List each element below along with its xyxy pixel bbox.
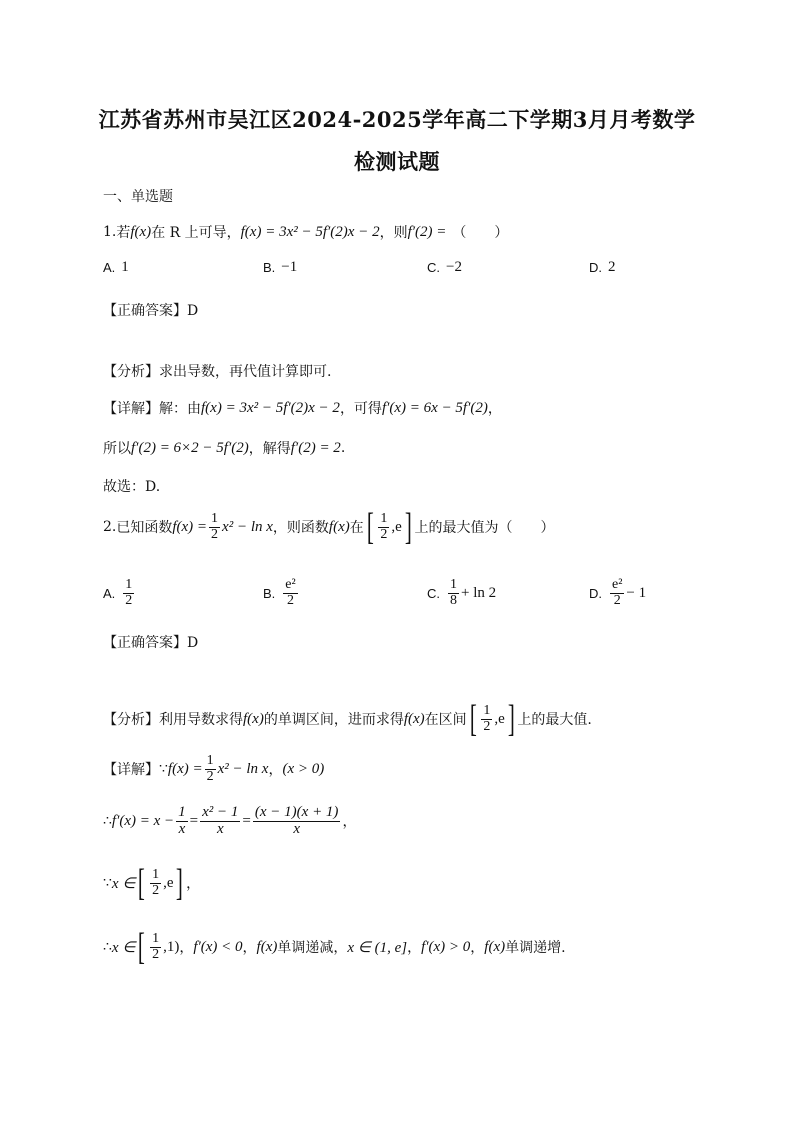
q1-detail-label: 【详解】 [103,401,159,417]
q1-text-2: 在 R 上可导， [151,225,241,241]
q1-text-3: ，则 [379,225,408,241]
q1-option-d: D. 2 [589,259,616,275]
q1-paren: （ ） [452,225,509,241]
q1-choice: 故选：D. [103,479,161,495]
q2-answer: 【正确答案】D [103,635,199,651]
q1-detail-expr-1: f(x) = 3x² − 5f′(2)x − 2 [201,399,340,416]
q2-analysis-label: 【分析】 [103,712,159,728]
q2-detail-line-2: ∴ f′(x) = x − $\frac{1}{x}$ = $\frac{\text{x² − 1}}{x}$ = $\frac{(x - 1)(x + 1)}{x}$ ， [103,804,357,837]
q2-number: 2. [103,519,117,535]
q2-half-fraction: $\frac{1}{2}$ [211,510,219,542]
q1-answer: 【正确答案】D [103,303,199,319]
document-title-line-2: 检测试题 [354,149,440,174]
q1-option-a: A. 1 [103,259,129,275]
q1-detail-line-1: 【详解】 解：由 f(x) = 3x² − 5f′(2)x − 2 ，可得 f′(x) = 6x − 5f′(2) ， [103,399,502,417]
q2-option-c: C. $\frac{1}{8}$ + ln 2 [427,577,497,608]
q1-option-b: B. −1 [263,259,298,275]
document-title-line-1: 江苏省苏州市吴江区2024-2025学年高二下学期3月月考数学 [98,107,696,132]
q1-definition: f(x) = 3x² − 5f′(2)x − 2 [240,223,380,240]
q1-detail-line-2: 所以 f′(2) = 6×2 − 5f′(2) ，解得 f′(2) = 2 . [103,439,346,457]
q2-stem: 2. 已知函数 f(x) = $\frac{1}{2}$ x² − ln x ，则函数 f(x) 在 [ $\frac{1}{2}$ , e ] 上的最大值为（ ） [103,506,555,548]
q2-option-a: A. $\frac{1}{2}$ [103,577,133,608]
q1-detail-expr-4: f′(2) = 2 [290,439,341,456]
q2-detail-line-1: 【详解】 ∵ f(x) = $\frac{1}{2}$ x² − ln x ， (x > 0) [103,753,325,784]
q1-text-1: 若 [116,225,131,241]
q1-fx: f(x) [130,223,152,240]
q2-option-d: D. $\frac{\text{e²}}{2}$ − 1 [589,577,647,608]
q2-detail-line-4: ∴ x ∈ [ $\frac{1}{2}$ , 1) ， f′(x) < 0 ， f(x) 单调递减， x ∈ (1, e] ， f′(x) > 0 ， f(x) 单调递增. [103,926,566,968]
q2-option-b: B. $\frac{\text{e²}}{2}$ [263,577,296,608]
section-heading: 一、单选题 [103,189,173,205]
q1-analysis-label: 【分析】 [103,364,159,380]
q2-analysis: 【分析】 利用导数求得 f(x) 的单调区间，进而求得 f(x) 在区间 [ $\frac{1}{2}$ , e ] 上的最大值. [103,698,592,740]
q1-stem [103,222,508,242]
q2-detail-line-3: ∵ x ∈ [ $\frac{1}{2}$ , e ] ， [103,862,201,904]
q1-number: 1. [103,224,117,240]
q2-detail-label: 【详解】 [103,762,159,779]
q1-option-c: C. −2 [427,259,462,275]
q2-interval-fraction: $\frac{1}{2}$ [380,510,388,542]
q1-analysis [103,361,331,381]
q1-ask: f′(2) = [407,223,447,240]
q1-detail-expr-2: f′(x) = 6x − 5f′(2) [381,399,488,416]
q1-detail-expr-3: f′(2) = 6×2 − 5f′(2) [131,439,249,456]
q1-analysis-text: 求出导数，再代值计算即可. [159,364,332,380]
